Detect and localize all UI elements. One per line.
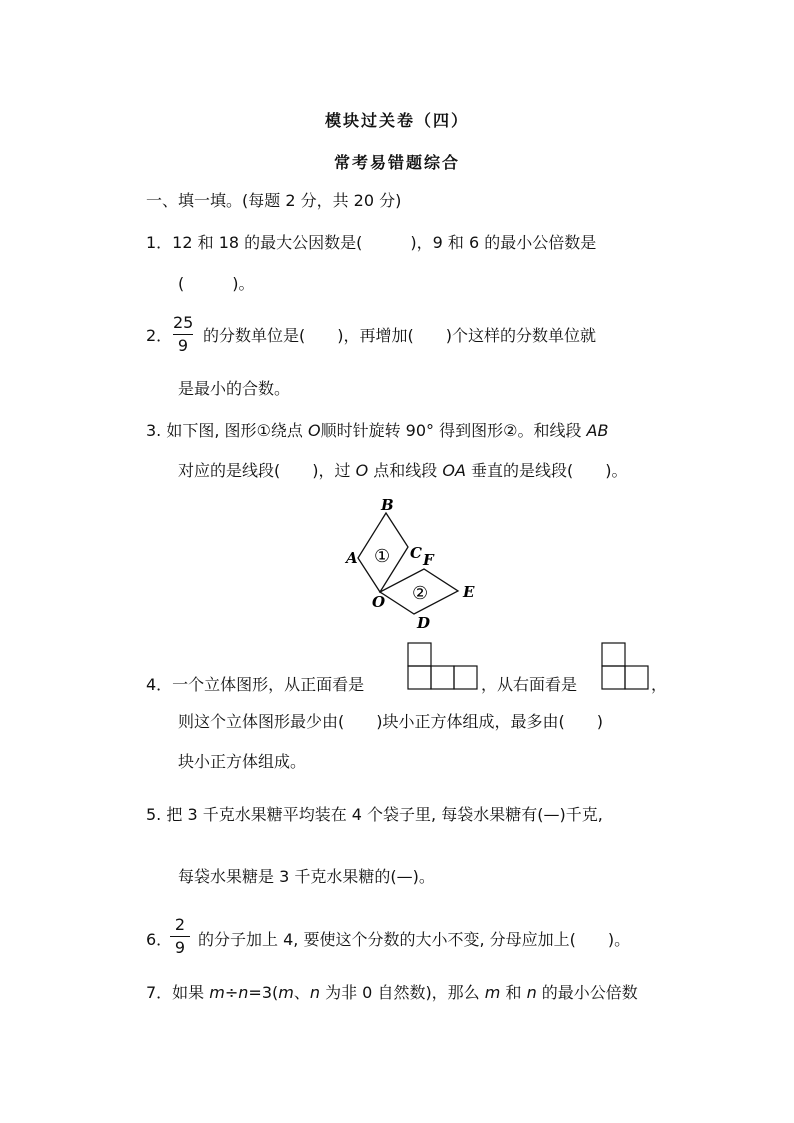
var-m: m (209, 983, 225, 1002)
q3-text-a: 3. 如下图, 图形①绕点 (146, 421, 308, 440)
q3-text-c: 对应的是线段( )，过 (178, 461, 356, 480)
var-n: n (238, 983, 249, 1002)
q4-line1-a: 4．一个立体图形，从正面看是 (146, 675, 365, 694)
q6-numerator: 2 (174, 915, 186, 934)
label-d: D (417, 614, 431, 632)
q1-line2: ( )。 (178, 274, 255, 293)
q7-text-b: =3( (248, 983, 279, 1002)
q6-text: 的分子加上 4, 要使这个分数的大小不变, 分母应加上( )。 (198, 930, 631, 949)
page-title: 模块过关卷（四） (324, 111, 469, 130)
point-o: O (355, 461, 369, 480)
shape-1-label: ① (374, 546, 391, 567)
q3-text-b: 顺时针旋转 90° 得到图形②。和线段 (320, 421, 587, 440)
q4-line2: 则这个立体图形最少由( )块小正方体组成，最多由( ) (178, 712, 603, 731)
rotation-figure (330, 492, 490, 632)
q2-line2: 是最小的合数。 (178, 379, 291, 398)
q7-sep: 、 (293, 983, 310, 1002)
q6-number: 6． (146, 930, 173, 949)
q7-line1 (146, 983, 638, 1003)
q6-fraction (170, 915, 190, 958)
q3-text-d: 点和线段 (368, 461, 443, 480)
q1-line1: 1．12 和 18 的最大公因数是( )，9 和 6 的最小公倍数是 (146, 233, 597, 252)
var-m: m (484, 983, 501, 1002)
label-c: C (410, 544, 422, 562)
q2-line1: 的分数单位是( )，再增加( )个这样的分数单位就 (203, 326, 596, 345)
q4-line3: 块小正方体组成。 (178, 752, 307, 771)
q3-line1 (146, 421, 608, 441)
q6-denominator: 9 (174, 938, 186, 957)
var-n: n (309, 983, 320, 1002)
label-o: O (372, 593, 386, 611)
q2-fraction (173, 313, 193, 356)
q5-line1: 5. 把 3 千克水果糖平均装在 4 个袋子里, 每袋水果糖有(—)千克, (146, 805, 603, 824)
q2-number: 2． (146, 326, 173, 345)
q7-text-d: 的最小公倍数 (536, 983, 638, 1002)
q7-text-a: 7．如果 (146, 983, 210, 1002)
point-o: O (307, 421, 321, 440)
var-n: n (526, 983, 537, 1002)
front-view-grid (407, 642, 479, 690)
divide-sign: ÷ (224, 983, 239, 1002)
fraction-bar (173, 334, 193, 335)
var-m: m (278, 983, 294, 1002)
q3-line2 (178, 461, 627, 481)
right-view-grid (601, 642, 651, 690)
q7-and: 和 (500, 983, 527, 1002)
label-f: F (423, 551, 434, 569)
section-heading: 一、填一填。(每题 2 分，共 20 分) (146, 191, 402, 210)
shape-2-label: ② (412, 583, 429, 604)
q2-denominator: 9 (177, 336, 189, 355)
label-a: A (346, 549, 358, 567)
q4-line1-b: ，从右面看是 (481, 675, 578, 694)
q5-line2: 每袋水果糖是 3 千克水果糖的(—)。 (178, 867, 435, 886)
label-e: E (463, 583, 475, 601)
q3-text-e: 垂直的是线段( )。 (465, 461, 628, 480)
q7-text-c: 为非 0 自然数)，那么 (320, 983, 485, 1002)
label-b: B (381, 496, 394, 514)
q2-numerator: 25 (173, 313, 194, 332)
fraction-bar (170, 936, 190, 937)
q4-line1-c: ， (651, 675, 668, 694)
page-subtitle: 常考易错题综合 (333, 153, 460, 172)
segment-oa: OA (442, 461, 466, 480)
segment-ab: AB (586, 421, 609, 440)
